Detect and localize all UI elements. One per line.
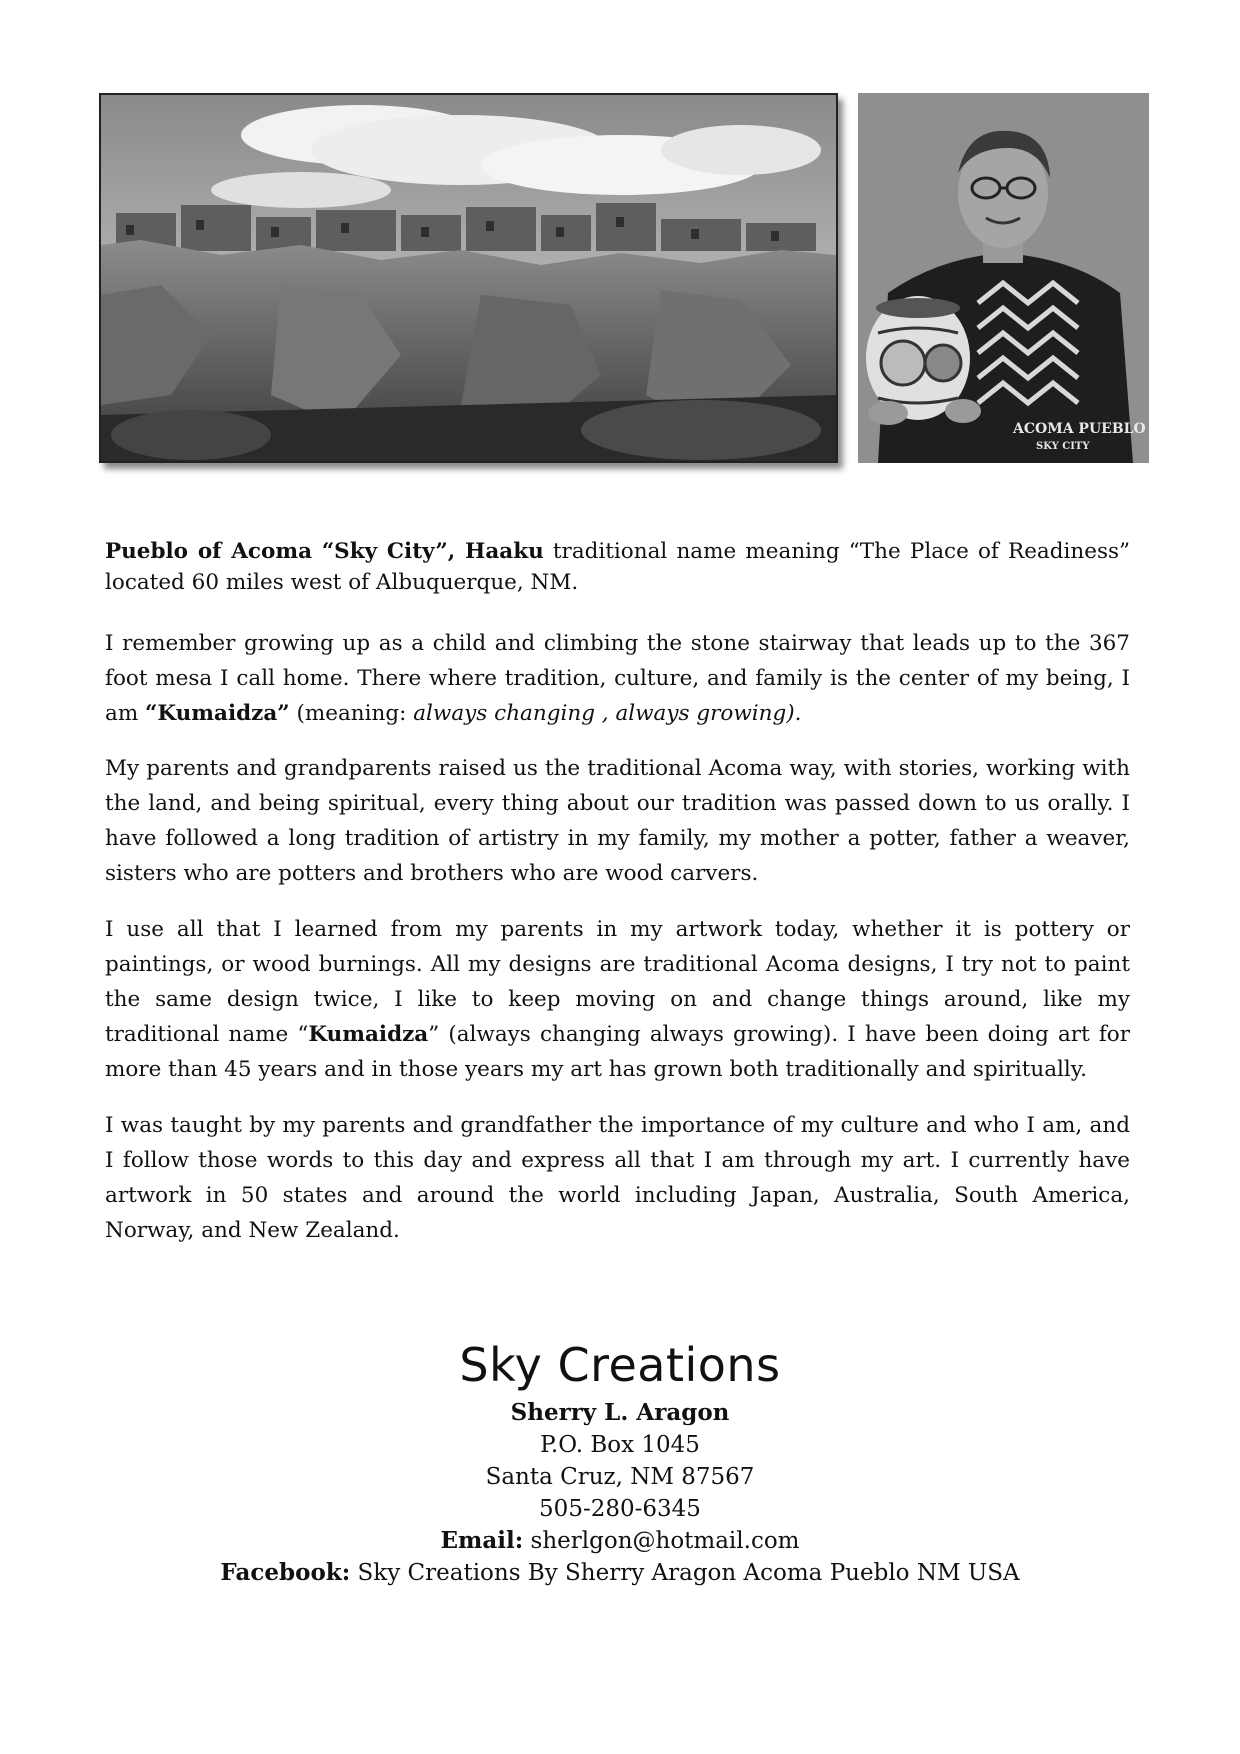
paragraph-1-text-a: I remember growing up as a child and climbing the stone stairway that leads up to the 367 foot mesa I call home. There where tradition, culture, and family is the center of my being, I am <box>105 631 1130 726</box>
city-state-zip: Santa Cruz, NM 87567 <box>485 1464 755 1490</box>
artist-name: Sherry L. Aragon <box>510 1399 730 1426</box>
shirt-text-line1: ACOMA PUEBLO <box>1013 421 1146 437</box>
email-label: Email: <box>440 1527 524 1554</box>
facebook-label: Facebook: <box>220 1559 351 1586</box>
artist-portrait-photo <box>858 93 1149 463</box>
email-address[interactable]: sherlgon@hotmail.com <box>523 1528 800 1554</box>
paragraph-4: I was taught by my parents and grandfather the importance of my culture and who I am, and I follow those words to this day and express all that I am through my art. I currently have artwork in 50 states and around the world including Japan, Australia, South America, Norway, and New Zealand. <box>105 1113 1130 1243</box>
intro-text: traditional name meaning “The Place of Readiness” located 60 miles west of Albuquerque, NM. <box>105 539 1130 595</box>
paragraph-1 <box>105 626 1130 731</box>
intro-title: Pueblo of Acoma “Sky City”, Haaku <box>105 539 544 564</box>
paragraph-2: My parents and grandparents raised us the traditional Acoma way, with stories, working with the land, and being spiritual, every thing about our tradition was passed down to us orally. I have followed a long tradition of artistry in my family, my mother a potter, father a weaver, sisters who are potters and brothers who are wood carvers. <box>105 756 1130 886</box>
facebook-page[interactable]: Sky Creations By Sherry Aragon Acoma Pueblo NM USA <box>350 1560 1020 1586</box>
kumaidza-name: “Kumaidza” <box>145 701 290 726</box>
phone-number: 505-280-6345 <box>539 1496 701 1522</box>
paragraph-3 <box>105 912 1130 1087</box>
kumaidza-name-2: Kumaidza <box>308 1022 429 1047</box>
intro-paragraph <box>105 536 1130 598</box>
shirt-text-line2: SKY CITY <box>1036 441 1090 452</box>
landscape-illustration <box>101 95 836 461</box>
brand-title: Sky Creations <box>459 1338 781 1392</box>
paragraph-3-text-b: ” (always changing always growing). I have been doing art for more than 45 years and in those years my art has grown both traditionally and spiritually. <box>105 1022 1131 1082</box>
paragraph-1-text-b: (meaning: <box>289 701 414 726</box>
paragraph-1-meaning: always changing , always growing). <box>413 701 802 726</box>
email-line <box>0 1525 1240 1557</box>
portrait-illustration <box>858 93 1149 463</box>
facebook-line <box>0 1557 1240 1589</box>
po-box: P.O. Box 1045 <box>540 1432 700 1458</box>
acoma-landscape-photo <box>99 93 838 463</box>
contact-block <box>0 1333 1240 1589</box>
paragraph-3-text-a: I use all that I learned from my parents in my artwork today, whether it is pottery or paintings, or wood burnings. All my designs are traditional Acoma designs, I try not to paint the same design twice, I like to keep moving on and change things around, like my traditional name “ <box>105 917 1130 1047</box>
